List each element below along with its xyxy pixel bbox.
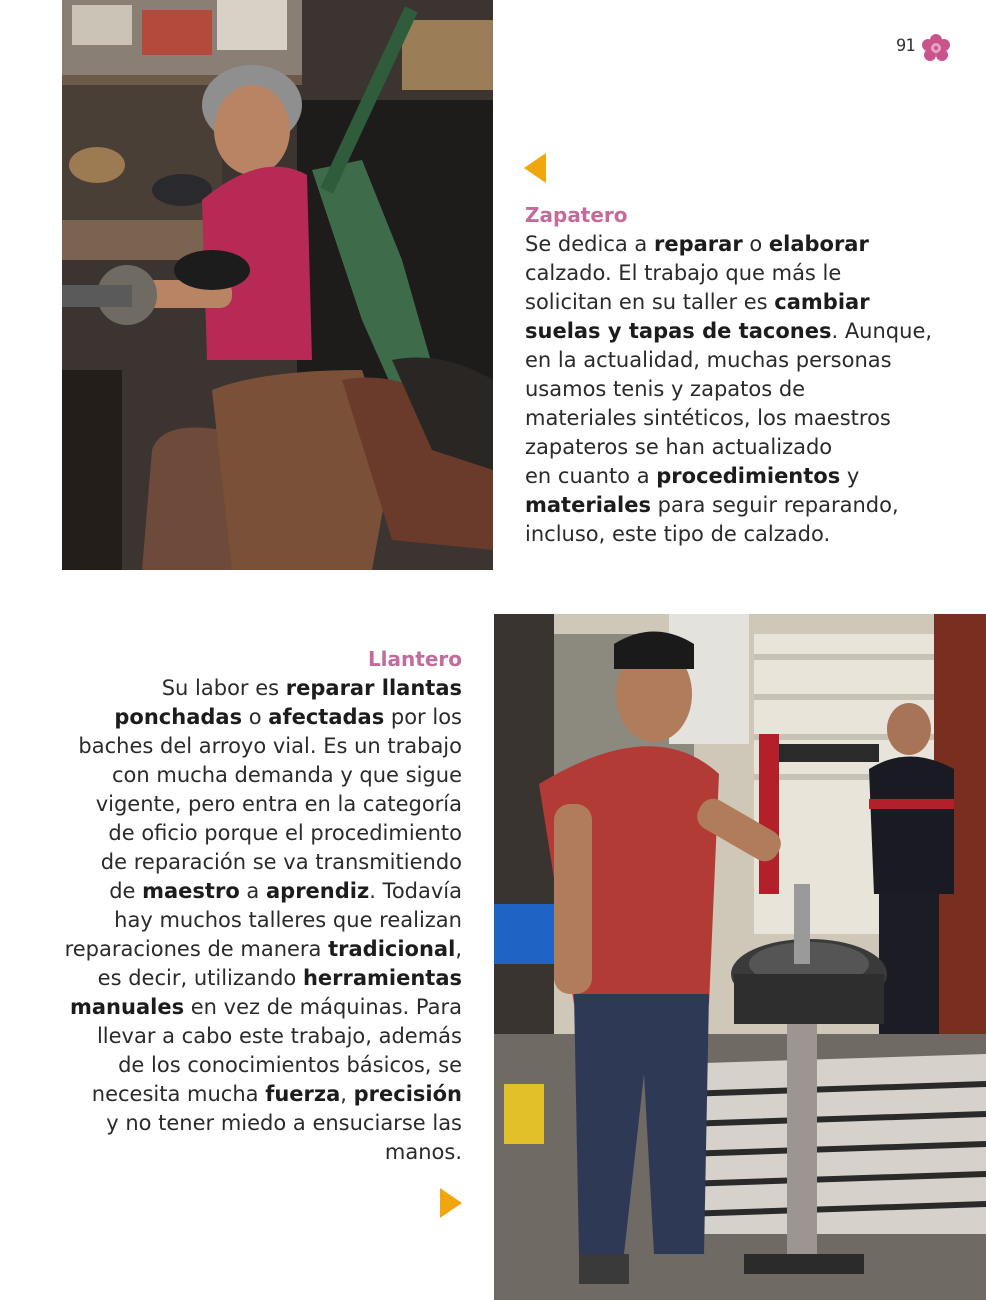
llantero-line (60, 1080, 462, 1109)
zapatero-line (525, 288, 925, 317)
llantero-line (60, 1051, 462, 1080)
llantero-heading: Llantero (367, 647, 462, 671)
text-run: materiales sintéticos, los maestros (525, 406, 891, 430)
llantero-line (60, 1022, 462, 1051)
bold-term: maestro (142, 879, 240, 903)
text-run: por los (384, 705, 462, 729)
llantero-line (60, 732, 462, 761)
llantero-line (60, 761, 462, 790)
llantero-line (60, 703, 462, 732)
zapatero-line (525, 404, 925, 433)
llantero-line (60, 848, 462, 877)
text-run: usamos tenis y zapatos de (525, 377, 806, 401)
zapatero-line (525, 433, 925, 462)
bold-term: herramientas (302, 966, 462, 990)
text-run: solicitan en su taller es (525, 290, 775, 314)
text-run: manos. (384, 1140, 462, 1164)
zapatero-line (525, 462, 925, 491)
text-run: necesita mucha (91, 1082, 266, 1106)
text-run: para seguir reparando, (651, 493, 899, 517)
text-run: hay muchos talleres que realizan (114, 908, 462, 932)
zapatero-heading: Zapatero (525, 203, 628, 227)
llantero-line (60, 877, 462, 906)
text-run: . Aunque, (831, 319, 933, 343)
page-number: 91 (896, 36, 915, 56)
bold-term: procedimientos (656, 464, 841, 488)
llantero-line (60, 964, 462, 993)
text-run: o (742, 232, 769, 256)
zapatero-line (525, 346, 925, 375)
llantero-line (60, 819, 462, 848)
zapatero-line (525, 317, 933, 346)
bold-term: aprendiz (265, 879, 370, 903)
text-run: , (455, 937, 462, 961)
text-run: zapateros se han actualizado (525, 435, 833, 459)
triangle-left-icon (524, 153, 546, 183)
text-run: reparaciones de manera (64, 937, 329, 961)
zapatero-line (525, 259, 925, 288)
text-run: y no tener miedo a ensuciarse las (106, 1111, 462, 1135)
llantero-line (60, 906, 462, 935)
text-run: calzado. El trabajo que más le (525, 261, 842, 285)
text-run: de (109, 879, 143, 903)
text-run: incluso, este tipo de calzado. (525, 522, 831, 546)
llantero-line (60, 993, 462, 1022)
llantero-body (60, 674, 462, 1167)
llantero-line (60, 674, 462, 703)
tire-repair-photo (494, 614, 986, 1300)
zapatero-line (525, 491, 925, 520)
bold-term: reparar (653, 232, 743, 256)
text-run: Se dedica a (525, 232, 654, 256)
bold-term: materiales (525, 493, 651, 517)
zapatero-line (525, 375, 925, 404)
bold-term: elaborar (768, 232, 869, 256)
text-run: es decir, utilizando (97, 966, 303, 990)
bold-term: cambiar (774, 290, 870, 314)
zapatero-section (525, 201, 933, 549)
text-run: de oficio porque el procedimiento (108, 821, 462, 845)
text-run: a (239, 879, 266, 903)
text-run: en vez de máquinas. Para (184, 995, 462, 1019)
text-run: vigente, pero entra en la categoría (95, 792, 462, 816)
text-run: con mucha demanda y que sigue (112, 763, 462, 787)
text-run: o (242, 705, 269, 729)
bold-term: precisión (353, 1082, 462, 1106)
llantero-line (60, 935, 462, 964)
text-run: de los conocimientos básicos, se (118, 1053, 462, 1077)
zapatero-line (525, 230, 925, 259)
text-run: baches del arroyo vial. Es un trabajo (78, 734, 462, 758)
text-run: llevar a cabo este trabajo, además (96, 1024, 462, 1048)
text-run: en cuanto a (525, 464, 657, 488)
triangle-right-icon (440, 1188, 462, 1218)
flower-icon (920, 32, 952, 64)
bold-term: tradicional (328, 937, 456, 961)
text-run: Su labor es (161, 676, 286, 700)
bold-term: suelas y tapas de tacones (525, 319, 832, 343)
shoemaker-photo (62, 0, 493, 570)
llantero-line (60, 1109, 462, 1138)
text-run: de reparación se va transmitiendo (100, 850, 462, 874)
bold-term: manuales (70, 995, 185, 1019)
text-run: y (840, 464, 860, 488)
bold-term: reparar llantas (285, 676, 462, 700)
llantero-line (60, 1138, 462, 1167)
bold-term: afectadas (268, 705, 385, 729)
zapatero-line (525, 520, 925, 549)
llantero-line (60, 790, 462, 819)
zapatero-body (525, 230, 933, 549)
text-run: . Todavía (369, 879, 462, 903)
bold-term: fuerza (265, 1082, 341, 1106)
text-run: , (340, 1082, 354, 1106)
bold-term: ponchadas (114, 705, 243, 729)
llantero-section (60, 645, 462, 1167)
text-run: en la actualidad, muchas personas (525, 348, 892, 372)
